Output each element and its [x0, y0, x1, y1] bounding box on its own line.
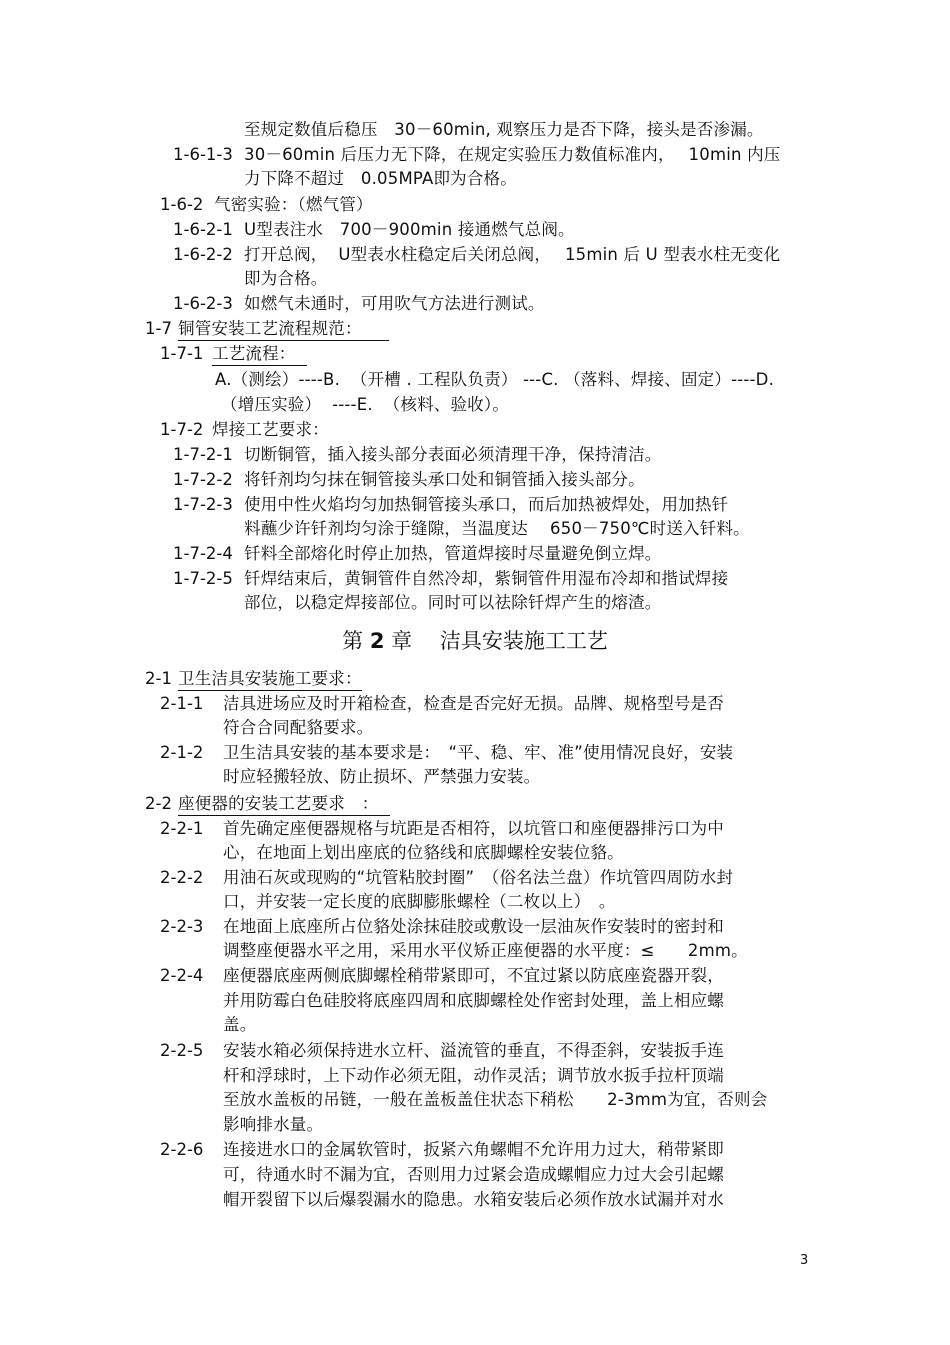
clause-number: 1-6-2: [160, 195, 204, 214]
text-line: 口，并安装一定长度的底脚膨胀螺栓（二枚以上） 。: [223, 892, 616, 911]
clause-number: 1-7-2-2: [173, 470, 233, 489]
text-line: 用油石灰或现购的“坑管粘胶封圈” （俗名法兰盘）作坑管四周防水封: [223, 868, 734, 887]
section-number: 1-7: [145, 319, 172, 338]
heading-underline: [178, 815, 390, 816]
text-line: U型表注水 700－900min 接通燃气总阀。: [244, 220, 575, 239]
text-line: 时应轻搬轻放、防止损坏、严禁强力安装。: [223, 767, 541, 786]
text-line: （增压实验） ----E. （核料、验收）。: [221, 395, 510, 414]
chapter-prefix: 第: [342, 629, 370, 653]
clause-number: 1-7-1: [160, 344, 204, 363]
text-line: 调整座便器水平之用，采用水平仪矫正座便器的水平度：≤ 2mm。: [223, 941, 748, 960]
clause-number: 1-6-2-1: [173, 220, 233, 239]
clause-number: 1-7-2-5: [173, 569, 233, 588]
text-line: 切断铜管，插入接头部分表面必须清理干净，保持清洁。: [244, 445, 662, 464]
text-line: 料蘸少许钎剂均匀涂于缝隙，当温度达 650－750℃时送入钎料。: [244, 519, 750, 538]
chapter-title: [0, 626, 950, 656]
text-line: 即为合格。: [244, 269, 328, 288]
text-line: 并用防霉白色硅胶将底座四周和底脚螺栓处作密封处理，盖上相应螺: [223, 991, 724, 1010]
clause-heading: 气密实验：（燃气管）: [214, 195, 373, 214]
text-line: 部位，以稳定焊接部位。同时可以祛除钎焊产生的熔渣。: [244, 593, 662, 612]
text-line: 将钎剂均匀抹在铜管接头承口处和铜管插入接头部分。: [244, 470, 645, 489]
text-line: 至放水盖板的吊链，一般在盖板盖住状态下稍松 2-3mm为宜，否则会: [223, 1090, 768, 1109]
heading-underline: [212, 365, 307, 366]
section-heading: 铜管安装工艺流程规范：: [178, 319, 362, 338]
text-line: 安装水箱必须保持进水立杆、溢流管的垂直，不得歪斜，安装扳手连: [223, 1041, 724, 1060]
heading-underline: [178, 340, 389, 341]
clause-number: 2-2-5: [160, 1041, 204, 1060]
text-line: 使用中性火焰均匀加热铜管接头承口，而后加热被焊处，用加热钎: [244, 495, 729, 514]
text-line: 杆和浮球时，上下动作必须无阻，动作灵活；调节放水扳手拉杆顶端: [223, 1066, 724, 1085]
section-heading: 卫生洁具安装施工要求：: [178, 669, 362, 688]
section-number: 2-2: [145, 794, 172, 813]
text-line: 心，在地面上划出座底的位貉线和底脚螺栓安装位貉。: [223, 843, 624, 862]
text-line: 卫生洁具安装的基本要求是： “平、稳、牢、准”使用情况良好，安装: [223, 743, 734, 762]
text-line: 打开总阀， U型表水柱稳定后关闭总阀， 15min 后 U 型表水柱无变化: [244, 245, 781, 264]
clause-number: 2-2-1: [160, 819, 204, 838]
section-heading: 座便器的安装工艺要求 ：: [178, 794, 379, 813]
clause-number: 2-1-2: [160, 743, 204, 762]
text-line: 钎焊结束后，黄铜管件自然冷却，紫铜管件用湿布冷却和揩试焊接: [244, 569, 729, 588]
clause-number: 1-6-2-3: [173, 294, 233, 313]
clause-number: 2-1-1: [160, 694, 204, 713]
clause-heading: 焊接工艺要求：: [212, 420, 329, 439]
clause-heading: 工艺流程：: [212, 344, 296, 363]
clause-number: 2-2-6: [160, 1140, 204, 1159]
text-line: 盖。: [223, 1015, 257, 1034]
text-line: 座便器底座两侧底脚螺栓稍带紧即可，不宜过紧以防底座瓷器开裂，: [223, 966, 724, 985]
text-line: 力下降不超过 0.05MPA即为合格。: [244, 169, 517, 188]
clause-number: 1-6-1-3: [173, 145, 233, 164]
clause-number: 1-7-2: [160, 420, 204, 439]
text-line: 30－60min 后压力无下降，在规定实验压力数值标准内， 10min 内压: [244, 145, 781, 164]
text-line: 在地面上底座所占位貉处涂抹硅胶或敷设一层油灰作安装时的密封和: [223, 917, 724, 936]
chapter-name: 章 洁具安装施工工艺: [384, 629, 608, 653]
clause-number: 1-6-2-2: [173, 245, 233, 264]
section-number: 2-1: [145, 669, 172, 688]
text-line: 影响排水量。: [223, 1115, 324, 1134]
text-line: 可，待通水时不漏为宜，否则用力过紧会造成螺帽应力过大会引起螺: [223, 1165, 724, 1184]
page-number: 3: [800, 1253, 809, 1268]
clause-number: 1-7-2-1: [173, 445, 233, 464]
text-line: 钎料全部熔化时停止加热，管道焊接时尽量避免倒立焊。: [244, 544, 662, 563]
text-line: 首先确定座便器规格与坑距是否相符，以坑管口和座便器排污口为中: [223, 819, 724, 838]
text-line: 如燃气未通时，可用吹气方法进行测试。: [244, 294, 545, 313]
chapter-number: 2: [369, 629, 385, 653]
text-line: A.（测绘）----B. （开槽 . 工程队负责） ---C. （落料、焊接、固定）----D.: [215, 370, 775, 389]
clause-number: 1-7-2-4: [173, 544, 233, 563]
text-line: 帽开裂留下以后爆裂漏水的隐患。水箱安装后必须作放水试漏并对水: [223, 1190, 724, 1209]
clause-number: 1-7-2-3: [173, 495, 233, 514]
text-line: 符合合同配貉要求。: [223, 718, 374, 737]
text-line: 连接进水口的金属软管时，扳紧六角螺帽不允许用力过大，稍带紧即: [223, 1140, 724, 1159]
clause-number: 2-2-4: [160, 966, 204, 985]
clause-number: 2-2-2: [160, 868, 204, 887]
clause-number: 2-2-3: [160, 917, 204, 936]
heading-underline: [178, 690, 362, 691]
text-line: 至规定数值后稳压 30－60min, 观察压力是否下降，接头是否渗漏。: [244, 120, 764, 139]
text-line: 洁具进场应及时开箱检查，检查是否完好无损。品牌、规格型号是否: [223, 694, 724, 713]
